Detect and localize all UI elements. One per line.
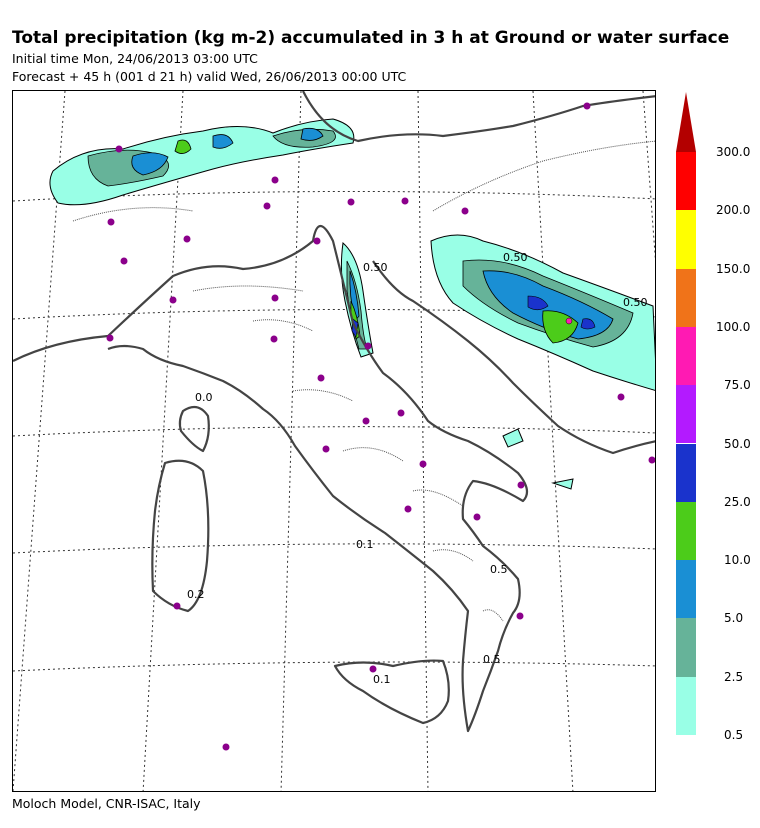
contour-label: 0.50 [503,251,528,264]
legend-label: 200.0 [716,203,751,218]
legend-swatch [676,327,696,385]
contour-label: 0.1 [373,673,391,686]
legend-swatch [676,152,696,210]
legend-swatch [676,618,696,676]
contour-label: 0.5 [490,563,508,576]
map-canvas [13,91,656,792]
legend-label: 10.0 [724,553,751,568]
map-title: Total precipitation (kg m-2) accumulated in 3 h at Ground or water surface [12,28,730,48]
legend-label: 150.0 [716,261,751,276]
legend-swatch [676,502,696,560]
legend-label: 5.0 [724,611,744,626]
legend-label: 25.0 [724,494,751,509]
city-markers [107,103,656,751]
legend-label: 50.0 [724,436,751,451]
initial-time: Initial time Mon, 24/06/2013 03:00 UTC [12,51,258,66]
legend-label: 300.0 [716,145,751,159]
legend-label: 0.5 [724,728,744,742]
contour-label: 0.1 [356,538,374,551]
legend-swatch [676,560,696,618]
legend-label: 2.5 [724,669,744,684]
precip-peak [566,318,572,324]
legend-swatch [676,677,696,735]
contour-label: 0.0 [195,391,213,404]
legend-swatch [676,269,696,327]
contour-label: 0.2 [187,588,205,601]
legend-label: 75.0 [724,378,751,393]
contour-label: 0.50 [623,296,648,309]
legend-arrow [676,92,696,152]
model-credit: Moloch Model, CNR-ISAC, Italy [12,796,201,811]
forecast-valid-time: Forecast + 45 h (001 d 21 h) valid Wed, 26/06/2013 00:00 UTC [12,69,407,84]
legend-swatch [676,444,696,502]
contour-label: 0.5 [483,653,501,666]
color-legend [676,90,760,740]
contour-label: 0.50 [363,261,388,274]
legend-swatch [676,210,696,268]
legend-swatch [676,385,696,443]
legend-label: 100.0 [716,319,751,334]
precipitation-map [12,90,656,792]
